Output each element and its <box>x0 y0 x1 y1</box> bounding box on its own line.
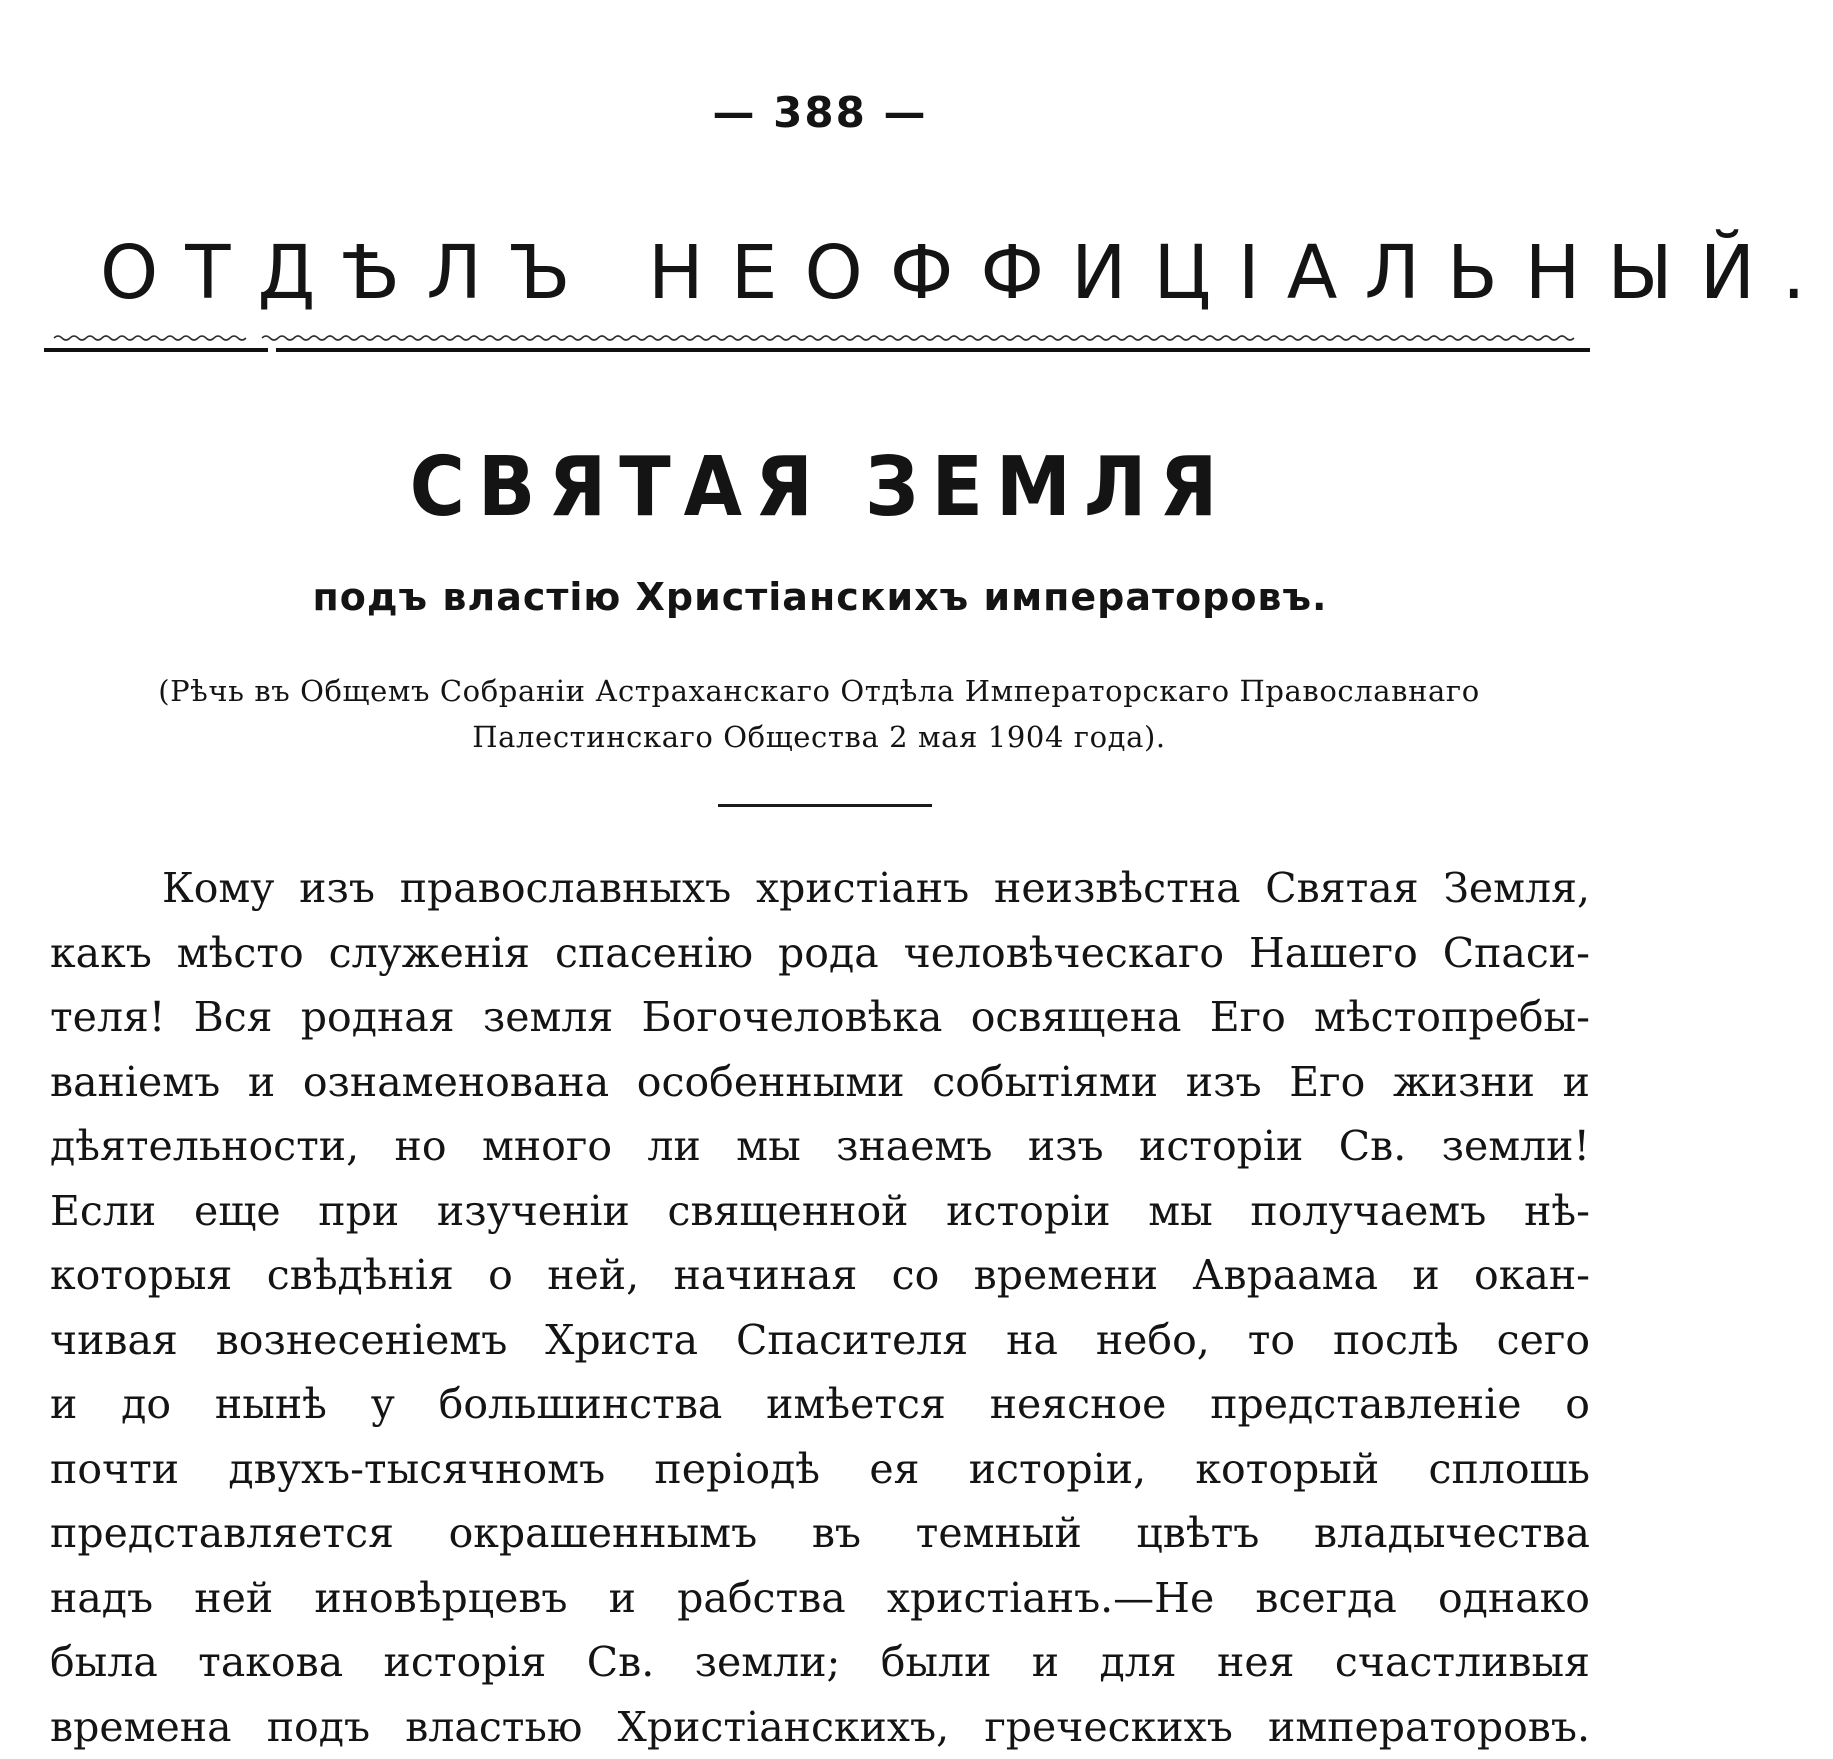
wavy-rule-ornament <box>54 336 1574 340</box>
body-line: Кому изъ православныхъ христіанъ неизвѣстна Святая Земля, <box>50 856 1590 921</box>
speech-note-line: Палестинскаго Общества 2 мая 1904 года). <box>44 714 1594 760</box>
body-line: ваніемъ и ознаменована особенными событіями изъ Его жизни и <box>50 1050 1590 1115</box>
body-line: теля! Вся родная земля Богочеловѣка освящена Его мѣстопребы- <box>50 985 1590 1050</box>
body-line: времена подъ властью Христіанскихъ, греческихъ императоровъ. <box>50 1695 1590 1759</box>
body-line: была такова исторія Св. земли; были и для нея счастливыя <box>50 1630 1590 1695</box>
section-heading: ОТДѢЛЪ НЕОФФИЦІАЛЬНЫЙ. <box>100 230 1540 316</box>
page-number: — 388 — <box>0 88 1640 137</box>
body-line: и до нынѣ у большинства имѣется неясное представленіе о <box>50 1372 1590 1437</box>
body-line: дѣятельности, но много ли мы знаемъ изъ исторіи Св. земли! <box>50 1114 1590 1179</box>
article-subtitle: подъ властію Христіанскихъ императоровъ. <box>0 575 1640 619</box>
body-line: какъ мѣсто служенія спасенію рода человѣческаго Нашего Спаси- <box>50 921 1590 986</box>
article-title: СВЯТАЯ ЗЕМЛЯ <box>66 440 1575 535</box>
wavy-double-rule <box>44 332 1590 358</box>
short-divider-rule <box>718 804 932 807</box>
body-line: надъ ней иновѣрцевъ и рабства христіанъ.—Не всегда однако <box>50 1566 1590 1631</box>
body-line: чивая вознесеніемъ Христа Спасителя на небо, то послѣ сего <box>50 1308 1590 1373</box>
body-line: представляется окрашеннымъ въ темный цвѣтъ владычества <box>50 1501 1590 1566</box>
body-line: почти двухъ-тысячномъ періодѣ ея исторіи, который сплошь <box>50 1437 1590 1502</box>
speech-note-line: (Рѣчь въ Общемъ Собраніи Астраханскаго Отдѣла Императорскаго Православнаго <box>44 668 1594 714</box>
article-body <box>50 856 1590 1759</box>
body-line: Если еще при изученіи священной исторіи мы получаемъ нѣ- <box>50 1179 1590 1244</box>
speech-note <box>44 668 1594 760</box>
body-line: которыя свѣдѣнія о ней, начиная со времени Авраама и окан- <box>50 1243 1590 1308</box>
